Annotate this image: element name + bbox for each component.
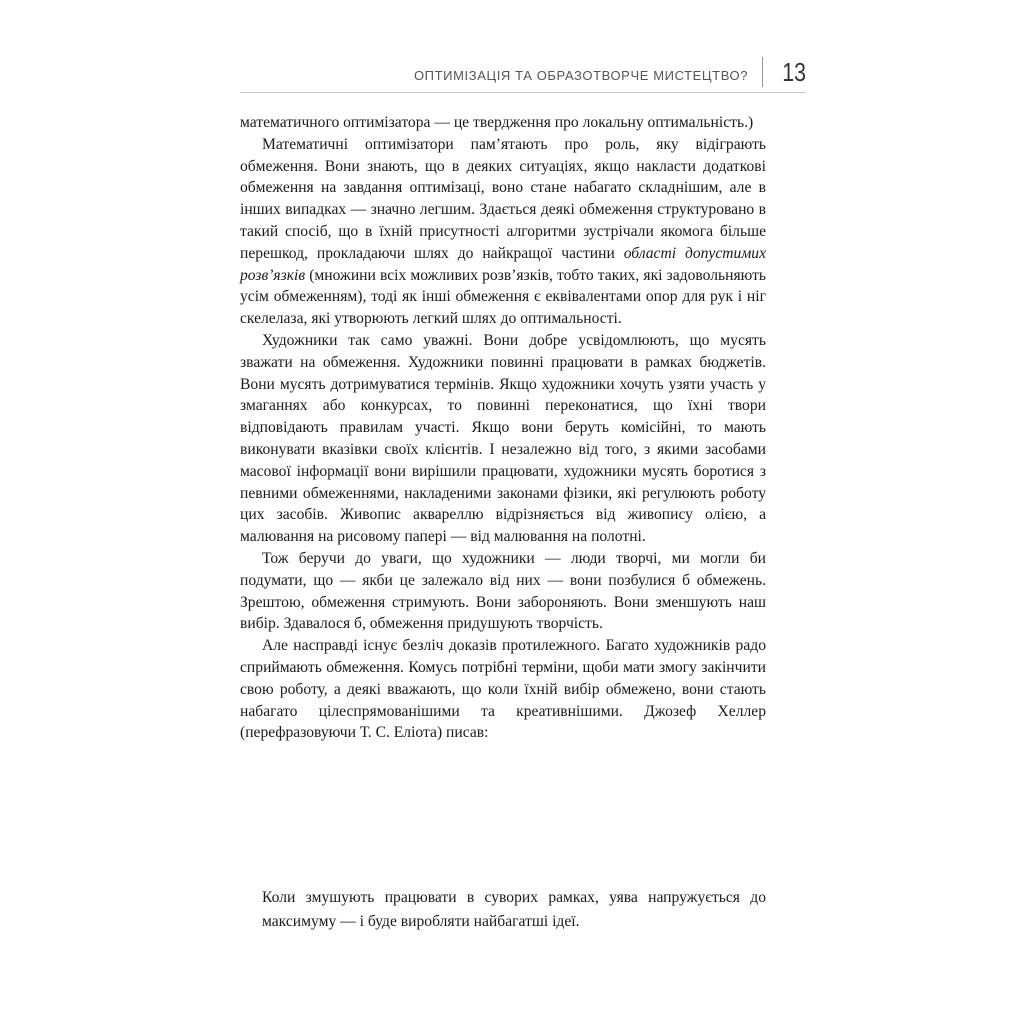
running-title: ОПТИМІЗАЦІЯ ТА ОБРАЗОТВОРЧЕ МИСТЕЦТВО?: [413, 67, 749, 83]
paragraph-2-italic-term: області допустимих розв’язків: [240, 244, 766, 284]
paragraph-5: Але насправді існує безліч доказів протилежного. Багато художників радо сприймають обмеження. Комусь потрібні терміни, щоби мати змогу закінчити свою роботу, а деякі вважають, що коли їхній вибір обмежено, вони стають набагато цілеспрямованішими та креативнішими. Джозеф Хеллер (перефразовуючи Т. С. Еліота) писав:: [240, 637, 766, 742]
paragraph-1: математичного оптимізатора — це твердження про локальну оптимальність.): [240, 114, 754, 131]
running-header: [240, 56, 806, 93]
paragraph-2-text-end: (множини всіх можливих розв’язків, тобто таких, які задовольняють усім обмеженням), тоді як інші обмеження є еквівалентами опор для рук і ніг скелелаза, які утворюють легкий шлях до оптимальності.: [240, 266, 766, 328]
paragraph-2: [240, 134, 766, 330]
paragraph-4: Тож беручи до уваги, що художники — люди творчі, ми могли би подумати, що — якби це залежало від них — вони позбулися б обмежень. Зрештою, обмеження стримують. Вони забороняють. Вони зменшують наш вибір. Здавалося б, обмеження придушують творчість.: [240, 549, 766, 633]
header-divider: [762, 57, 763, 87]
page-number: 13: [782, 56, 806, 87]
body-text: [240, 112, 766, 744]
paragraph-3: Художники так само уважні. Вони добре усвідомлюють, що мусять зважати на обмеження. Художники повинні працювати в рамках бюджетів. Вони мусять дотримуватися термінів. Якщо художники хочуть узяти участь у змаганнях або конкурсах, то повинні переконатися, що їхні твори відповідають правилам участі. Якщо вони беруть комісійні, то мають виконувати вказівки своїх клієнтів. І незалежно від того, з якими засобами масової інформації вони вирішили працювати, художники мусять боротися з певними обмеженнями, накладеними законами фізики, які регулюють роботу цих засобів. Живопис аквареллю відрізняється від живопису олією, а малювання на рисовому папері — від малювання на полотні.: [240, 331, 766, 546]
block-quote: [262, 886, 766, 934]
quote-text: Коли змушують працювати в суворих рамках, уява напружується до максимуму — і буде виробляти найбагатші ідеї.: [262, 889, 766, 930]
paragraph-2-text-start: Математичні оптимізатори пам’ятають про роль, яку відіграють обмеження. Вони знають, що в деяких ситуаціях, якщо накласти додаткові обмеження на завдання оптимізаці, воно стане набагато складнішим, але в інших випадках — значно легшим. Здається деякі обмеження структуровано в такий спосіб, що в їхній присутності алгоритми зустрічали якомога більше перешкод, прокладаючи шлях до найкращої частини: [240, 135, 766, 262]
